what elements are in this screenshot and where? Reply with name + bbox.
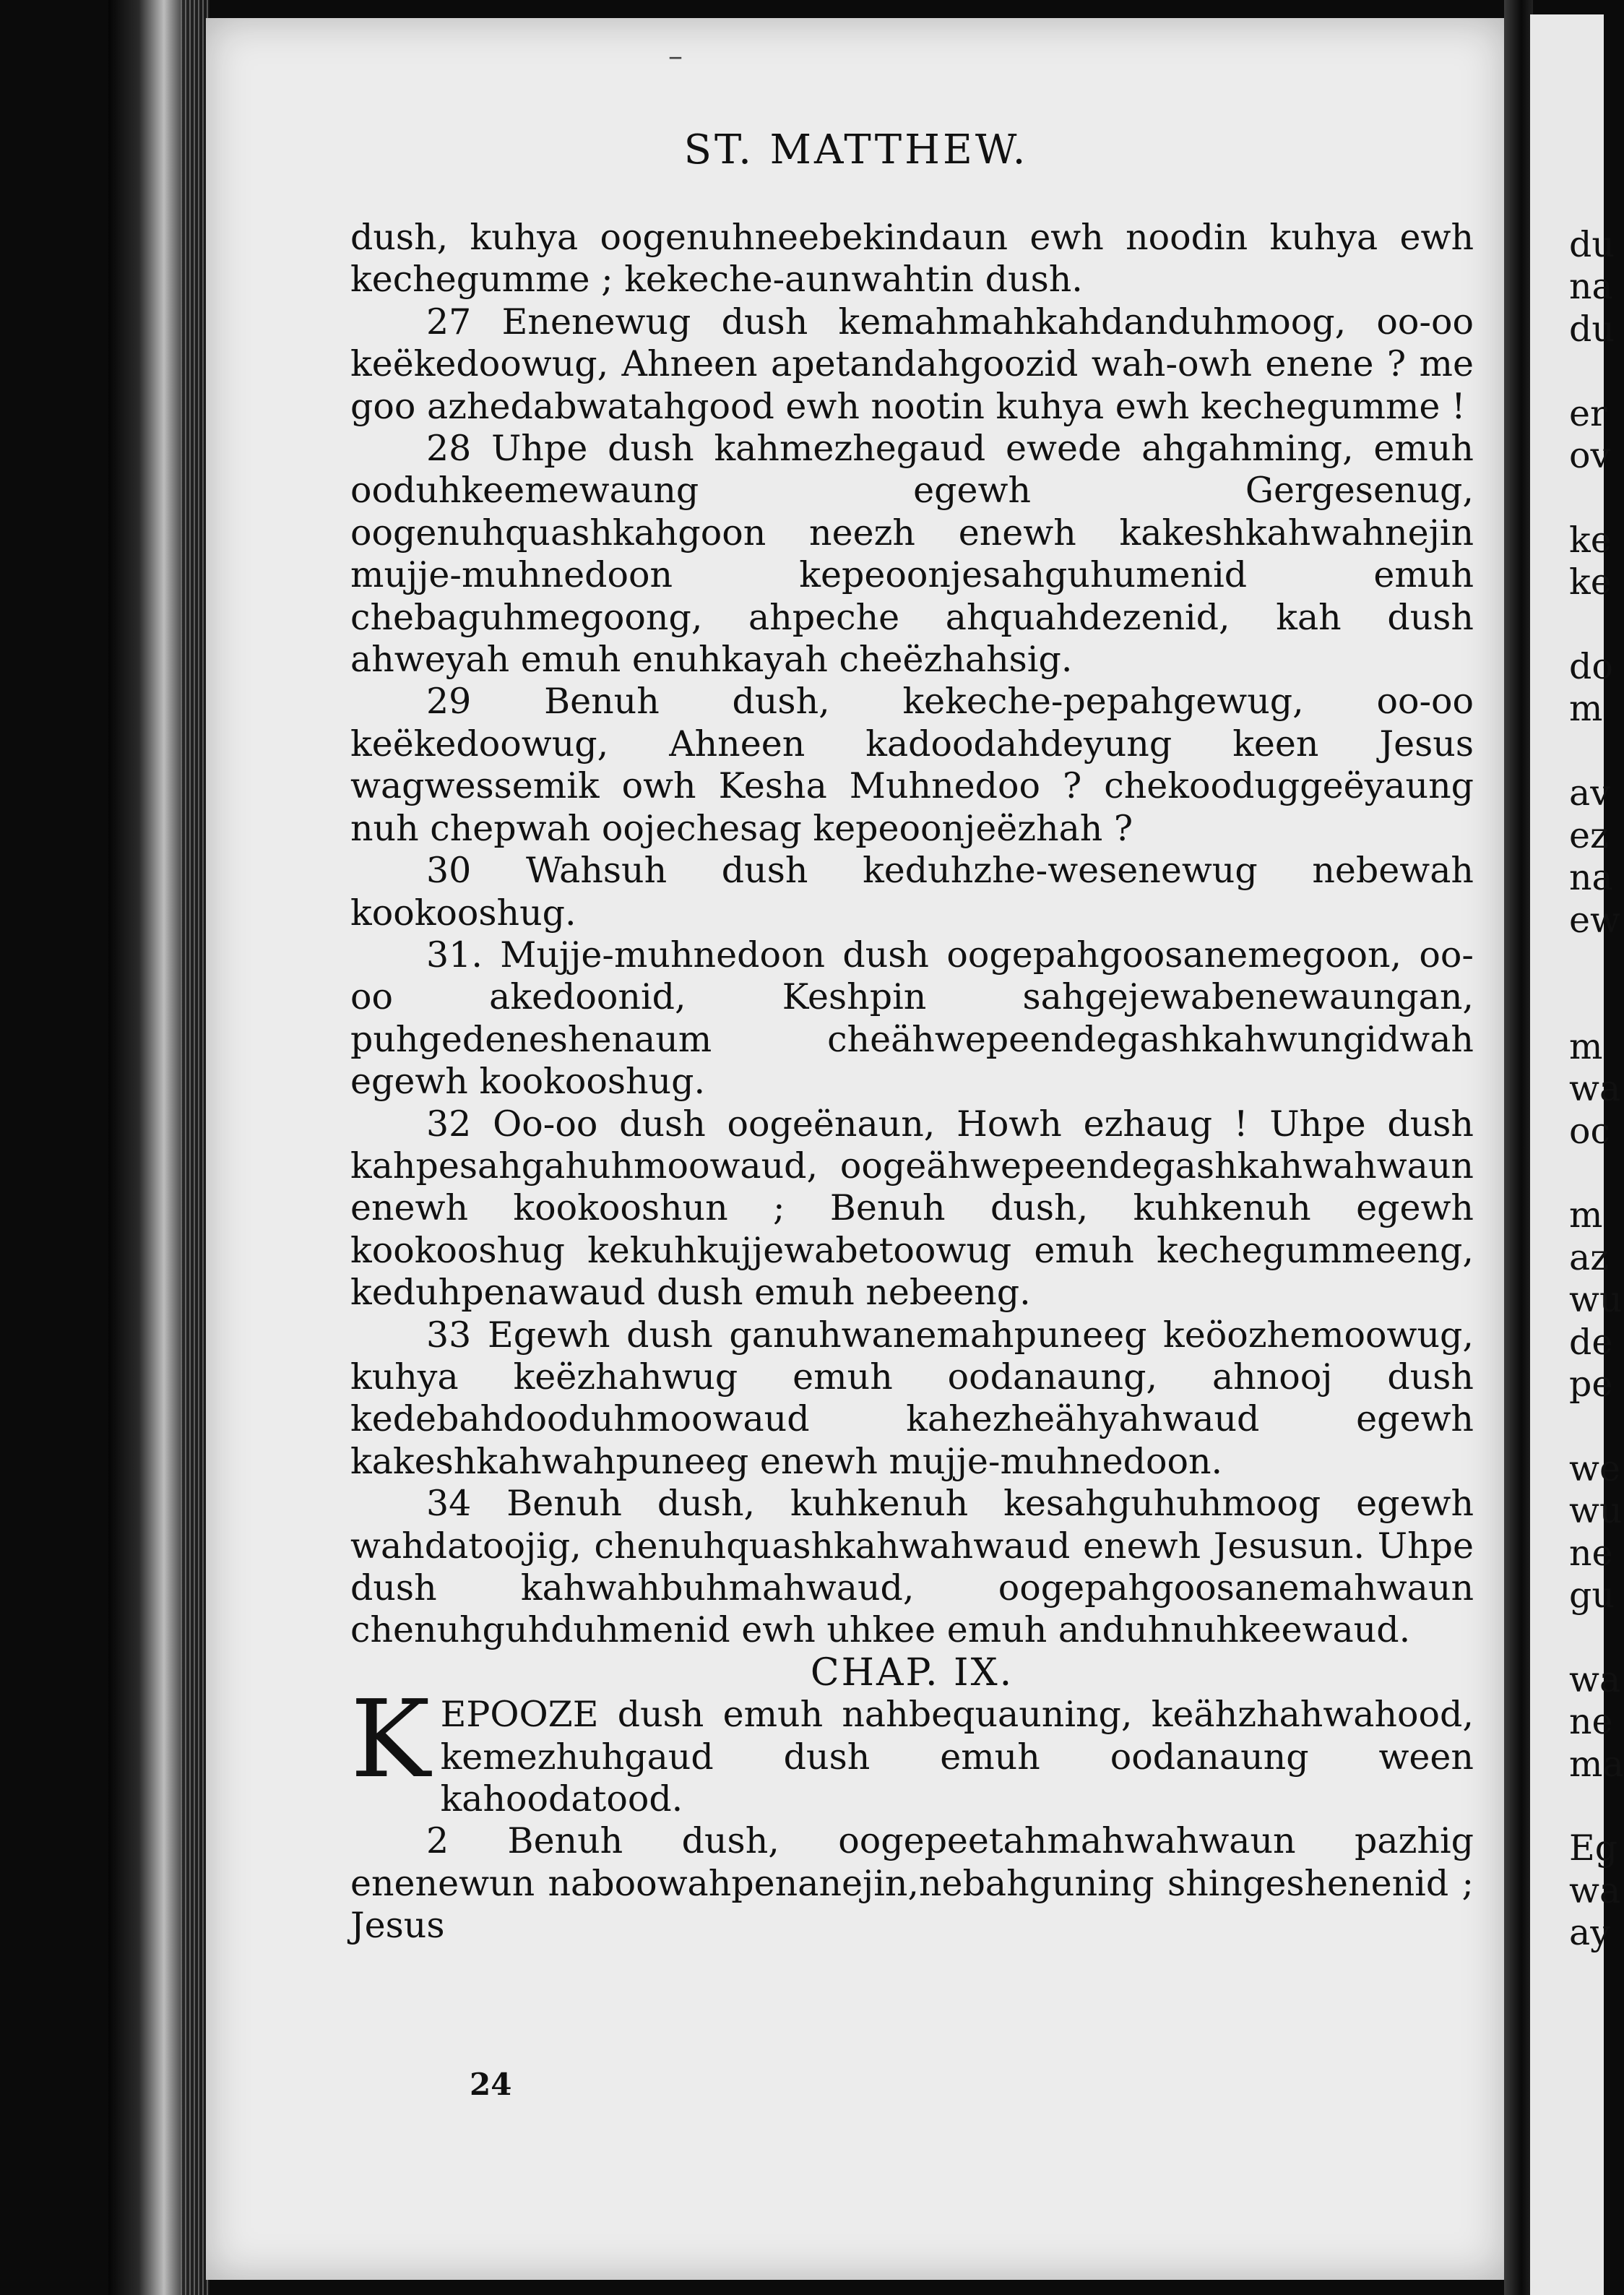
verse-27: 27 Enenewug dush kemahmahkahdanduhmoog, oo-oo keëkedoowug, Ahneen apetandahgoozid wah-owh enene ? me goo azhedabwatahgood ewh nootin kuhya ewh kechegumme ! [350, 301, 1474, 427]
facing-fragment: ke [1569, 519, 1612, 561]
facing-fragment: ke [1569, 561, 1612, 603]
page-number: 24 [470, 2067, 512, 2102]
facing-fragment: wa [1569, 1658, 1621, 1700]
facing-fragment: ne [1569, 1701, 1613, 1743]
facing-fragment: ne [1569, 1532, 1613, 1574]
facing-fragment: az [1569, 1236, 1610, 1278]
facing-fragment [1569, 1786, 1624, 1827]
facing-fragment: oc [1569, 1110, 1610, 1152]
facing-fragment: na [1569, 266, 1613, 308]
facing-fragment: m [1569, 1194, 1603, 1236]
facing-fragment [1569, 983, 1624, 1025]
paragraph: dush, kuhya oogenuhneebekindaun ewh noodin kuhya ewh kechegumme ; kekeche-aunwahtin dush. [350, 217, 1474, 301]
facing-fragment: er [1569, 392, 1607, 434]
facing-fragment [1569, 1153, 1624, 1194]
facing-fragment: wa [1569, 1068, 1621, 1110]
page-gutter [1504, 0, 1533, 2295]
facing-fragment [1569, 604, 1624, 646]
facing-fragment: wa [1569, 1869, 1621, 1911]
facing-fragment: do [1569, 646, 1613, 688]
header-mark: – [668, 40, 683, 73]
facing-fragment: m [1569, 1025, 1603, 1067]
facing-fragment: wu [1569, 1490, 1623, 1532]
verse-29: 29 Benuh dush, kekeche-pepahgewug, oo-oo keëkedoowug, Ahneen kadoodahdeyung keen Jesus wagwessemik owh Kesha Muhnedoo ? chekooduggeëyaung nuh chepwah oojechesag kepeoonjeëzhah ? [350, 681, 1474, 849]
facing-page-text [1569, 224, 1624, 1955]
verse-33: 33 Egewh dush ganuhwanemahpuneeg keöozhemoowug, kuhya keëzhahwug emuh oodanaung, ahnooj dush kedebahdooduhmoowaud kahezheähyahwaud egewh kakeshkahwahpuneeg enewh mujje-muhnedoon. [350, 1314, 1474, 1482]
facing-fragment [1569, 350, 1624, 392]
chapter-heading: CHAP. IX. [810, 1650, 1014, 1695]
chapter-first-verse [350, 1677, 1474, 1820]
verse-28: 28 Uhpe dush kahmezhegaud ewede ahgahming, emuh ooduhkeemewaung egewh Gergesenug, oogenuhquashkahgoon neezh enewh kakeshkahwahnejin mujje-muhnedoon kepeoonjesahguhumenid emuh chebaguhmegoong, ahpeche ahquahdezenid, kah dush ahweyah emuh enuhkayah cheëzhahsig. [350, 428, 1474, 681]
verse-32: 32 Oo-oo dush oogeënaun, Howh ezhaug ! Uhpe dush kahpesahgahuhmoowaud, oogeähwepeendegashkahwahwaun enewh kookooshun ; Benuh dush, kuhkenuh egewh kookooshug kekuhkujjewabetoowug emuh kechegummeeng, keduhpenawaud dush emuh nebeeng. [350, 1103, 1474, 1314]
running-title: ST. MATTHEW. [683, 126, 1029, 173]
facing-fragment: ov [1569, 435, 1611, 477]
facing-fragment: av [1569, 772, 1610, 814]
facing-fragment: du [1569, 308, 1615, 350]
verse-2: 2 Benuh dush, oogepeetahmahwahwaun pazhig enenewun naboowahpenanejin,nebahguning shingeshenenid ; Jesus [350, 1820, 1474, 1947]
facing-fragment: ez [1569, 814, 1609, 856]
facing-fragment: we [1569, 1447, 1620, 1489]
facing-fragment [1569, 477, 1624, 519]
chapter-first-text: EPOOZE dush emuh nahbequauning, keähzhahwahood, kemezhuhgaud dush emuh oodanaung ween kahoodatood. [440, 1694, 1474, 1820]
facing-fragment: de [1569, 1321, 1613, 1363]
page-body [350, 217, 1474, 1947]
facing-fragment: gu [1569, 1575, 1615, 1616]
facing-fragment: ma [1569, 1743, 1624, 1785]
facing-fragment: m [1569, 688, 1603, 730]
verse-30: 30 Wahsuh dush keduhzhe-wesenewug nebewah kookooshug. [350, 850, 1474, 934]
drop-cap: K [350, 1677, 431, 1802]
verse-31: 31. Mujje-muhnedoon dush oogepahgoosanemegoon, oo-oo akedoonid, Keshpin sahgejewabenewaungan, puhgedeneshenaum cheähwepeendegashkahwungidwah egewh kookooshug. [350, 934, 1474, 1103]
verse-34: 34 Benuh dush, kuhkenuh kesahguhuhmoog egewh wahdatoojig, chenuhquashkahwahwaud enewh Jesusun. Uhpe dush kahwahbuhmahwaud, oogepahgoosanemahwaun chenuhguhduhmenid ewh uhkee emuh anduhnuhkeewaud. [350, 1483, 1474, 1651]
facing-fragment: ay [1569, 1912, 1610, 1954]
facing-fragment: du [1569, 224, 1615, 265]
facing-fragment: ew [1569, 899, 1620, 941]
facing-fragment [1569, 1405, 1624, 1447]
facing-fragment [1569, 1616, 1624, 1658]
page-edges [181, 0, 210, 2295]
facing-fragment: pe [1569, 1363, 1613, 1405]
facing-fragment: wu [1569, 1279, 1623, 1321]
facing-fragment: na [1569, 857, 1613, 899]
facing-fragment [1569, 942, 1624, 983]
facing-fragment [1569, 731, 1624, 772]
facing-fragment: Eg [1569, 1827, 1618, 1869]
